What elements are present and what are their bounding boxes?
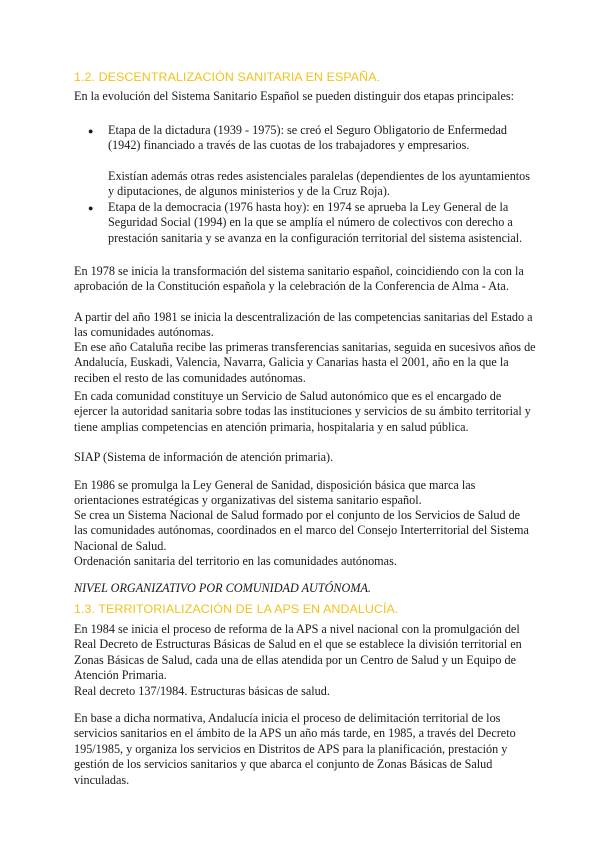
section-heading-territorializacion: 1.3. TERRITORIALIZACIÓN DE LA APS EN ANDALUCÍA.	[74, 602, 399, 616]
intro-paragraph: En la evolución del Sistema Sanitario Español se pueden distinguir dos etapas principales:	[74, 89, 515, 103]
bullet-dictadura-extra: Existían además otras redes asistenciales paralelas (dependientes de los ayuntamientos y diputaciones, de algunos ministerios y de la Cruz Roja).	[108, 169, 531, 199]
section-heading-descentralizacion: 1.2. DESCENTRALIZACIÓN SANITARIA EN ESPAÑA.	[74, 70, 381, 84]
paragraph-sistema-nacional: Se crea un Sistema Nacional de Salud formado por el conjunto de los Servicios de Salud de las comunidades autónomas, coordinados en el marco del Consejo Interterritorial del Sistema Nacional de Salud.	[74, 508, 529, 553]
italic-nivel-organizativo: NIVEL ORGANIZATIVO POR COMUNIDAD AUTÓNOMA.	[74, 581, 371, 595]
paragraph-real-decreto: Real decreto 137/1984. Estructuras básicas de salud.	[74, 684, 330, 698]
paragraph-1978: En 1978 se inicia la transformación del sistema sanitario español, coincidiendo con la con la aprobación de la Constitución española y la celebración de la Conferencia de Alma - Ata.	[74, 264, 524, 294]
bullet-democracia: Etapa de la democracia (1976 hasta hoy): en 1974 se aprueba la Ley General de la Seguridad Social (1994) en la que se amplía el número de colectivos con derecho a prestación sanitaria y se avanza en la configuración territorial del sistema asistencial.	[108, 200, 523, 245]
bullet-dictadura: Etapa de la dictadura (1939 - 1975): se creó el Seguro Obligatorio de Enfermedad (1942) financiado a través de las cuotas de los trabajadores y empresarios.	[108, 123, 507, 153]
paragraph-cataluna: En ese año Cataluña recibe las primeras transferencias sanitarias, seguida en sucesivos años de Andalucía, Euskadi, Valencia, Navarra, Galicia y Canarias hasta el 2001, año en la que la reciben el resto de las comunidades autónomas.	[74, 340, 536, 385]
paragraph-siap: SIAP (Sistema de información de atención primaria).	[74, 450, 334, 464]
paragraph-ordenacion: Ordenación sanitaria del territorio en las comunidades autónomas.	[74, 554, 397, 568]
bullet-icon: ●	[88, 203, 94, 213]
paragraph-1984: En 1984 se inicia el proceso de reforma de la APS a nivel nacional con la promulgación del Real Decreto de Estructuras Básicas de Salud en el que se establece la división territorial en Zonas Básicas de Salud, cada una de ellas atendida por un Centro de Salud y un Equipo de Atención Primaria.	[74, 622, 522, 683]
paragraph-1986: En 1986 se promulga la Ley General de Sanidad, disposición básica que marca las orientaciones estratégicas y organizativas del sistema sanitario español.	[74, 478, 476, 508]
bullet-icon: ●	[88, 126, 94, 136]
paragraph-servicio-salud: En cada comunidad constituye un Servicio de Salud autonómico que es el encargado de ejercer la autoridad sanitaria sobre todas las instituciones y servicios de su ámbito territorial y tiene amplias competencias en atención primaria, hospitalaria y en salud pública.	[74, 389, 531, 434]
paragraph-1981: A partir del año 1981 se inicia la descentralización de las competencias sanitarias del Estado a las comunidades autónomas.	[74, 310, 533, 340]
paragraph-andalucia: En base a dicha normativa, Andalucía inicia el proceso de delimitación territorial de los servicios sanitarios en el ámbito de la APS un año más tarde, en 1985, a través del Decreto 195/1985, y organiza los servicios en Distritos de APS para la planificación, prestación y gestión de los servicios sanitarios y que abarca el conjunto de Zonas Básicas de Salud vinculadas.	[74, 711, 516, 787]
